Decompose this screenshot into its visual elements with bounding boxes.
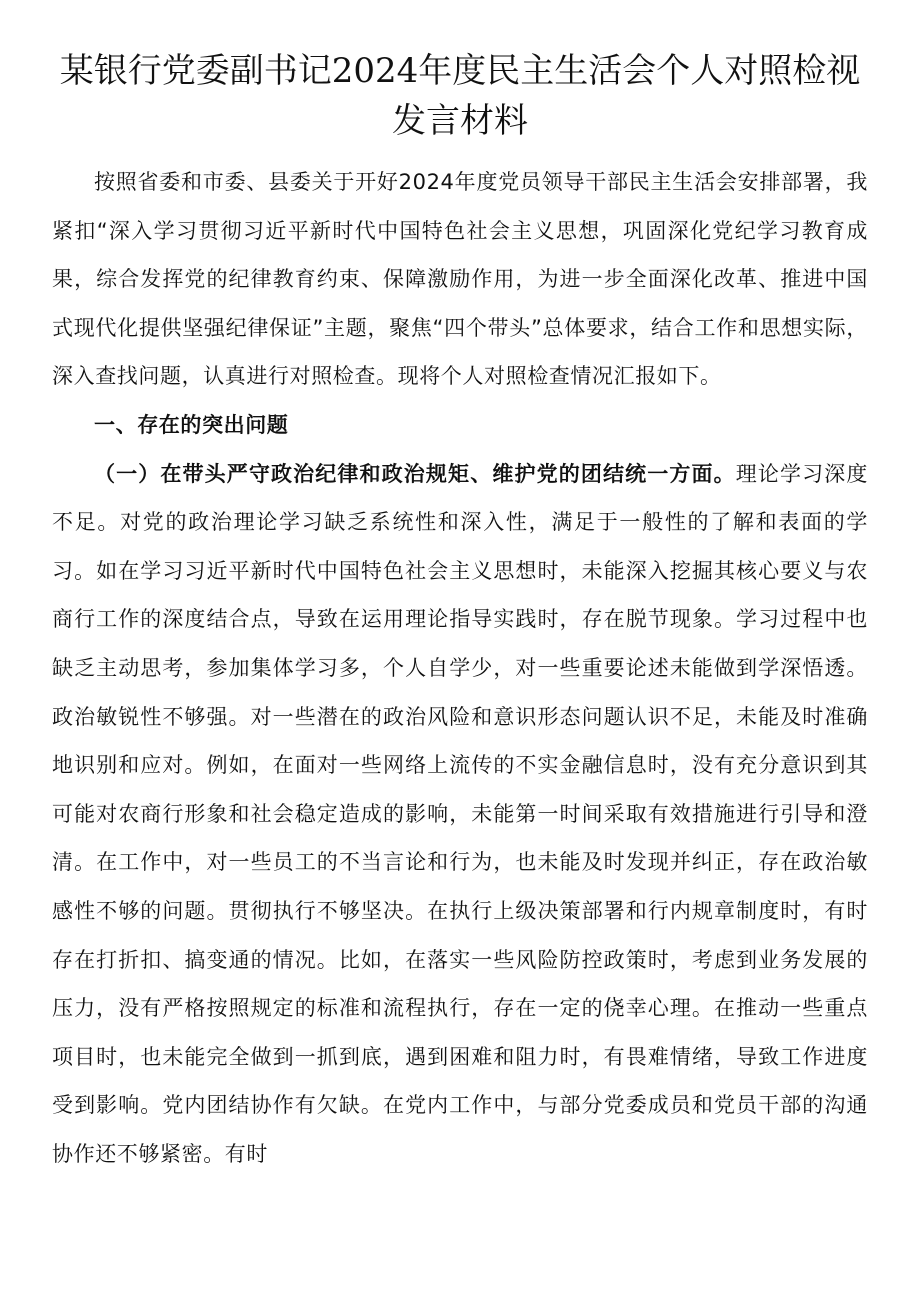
document-title-line-2: 发言材料 bbox=[392, 101, 528, 141]
subsection-body-text: 理论学习深度不足。对党的政治理论学习缺乏系统性和深入性，满足于一般性的了解和表面的学习。如在学习习近平新时代中国特色社会主义思想时，未能深入挖掘其核心要义与农商行工作的深度结合点，导致在运用理论指导实践时，存在脱节现象。学习过程中也缺乏主动思考，参加集体学习多，个人自学少，对一些重要论述未能做到学深悟透。政治敏锐性不够强。对一些潜在的政治风险和意识形态问题认识不足，未能及时准确地识别和应对。例如，在面对一些网络上流传的不实金融信息时，没有充分意识到其可能对农商行形象和社会稳定造成的影响，未能第一时间采取有效措施进行引导和澄清。在工作中，对一些员工的不当言论和行为，也未能及时发现并纠正，存在政治敏感性不够的问题。贯彻执行不够坚决。在执行上级决策部署和行内规章制度时，有时存在打折扣、搞变通的情况。比如，在落实一些风险防控政策时，考虑到业务发展的压力，没有严格按照规定的标准和流程执行，存在一定的侥幸心理。在推动一些重点项目时，也未能完全做到一抓到底，遇到困难和阻力时，有畏难情绪，导致工作进度受到影响。党内团结协作有欠缺。在党内工作中，与部分党委成员和党员干部的沟通协作还不够紧密。有时 bbox=[52, 461, 868, 1166]
document-title-line-1: 某银行党委副书记2024年度民主生活会个人对照检视 bbox=[59, 51, 861, 91]
section-heading-problems: 一、存在的突出问题 bbox=[94, 412, 289, 437]
document-title bbox=[52, 46, 868, 146]
subsection-paragraph-political-discipline bbox=[52, 450, 868, 1179]
intro-paragraph: 按照省委和市委、县委关于开好2024年度党员领导干部民主生活会安排部署，我紧扣“深入学习贯彻习近平新时代中国特色社会主义思想，巩固深化党纪学习教育成果，综合发挥党的纪律教育约束、保障激励作用，为进一步全面深化改革、推进中国式现代化提供坚强纪律保证”主题，聚焦“四个带头”总体要求，结合工作和思想实际，深入查找问题，认真进行对照检查。现将个人对照检查情况汇报如下。 bbox=[52, 170, 868, 389]
subsection-lead-heading: （一）在带头严守政治纪律和政治规矩、维护党的团结统一方面。 bbox=[94, 461, 736, 486]
